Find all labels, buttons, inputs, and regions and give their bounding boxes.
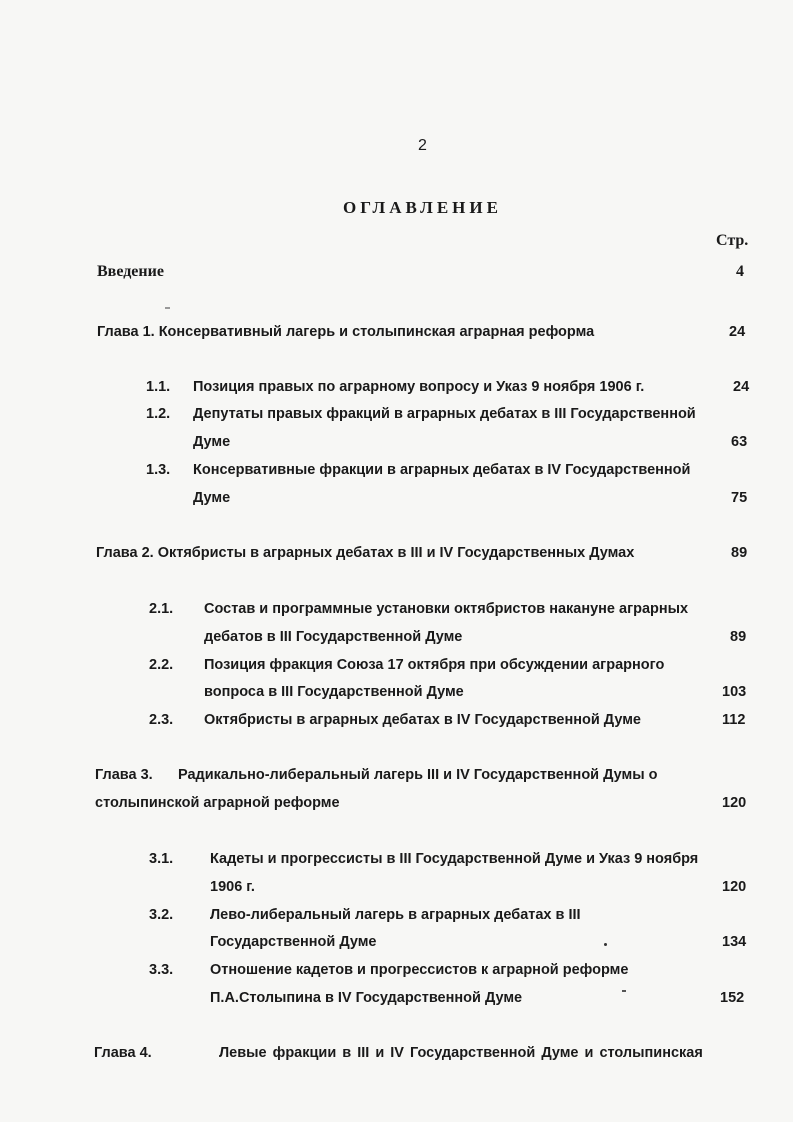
scan-speck [165, 307, 170, 309]
section-2-1-title-cont: дебатов в III Государственной Думе [204, 629, 463, 645]
chapter4-label: Глава 4. [94, 1045, 152, 1061]
chapter3-label: Глава 3. [95, 767, 153, 783]
section-3-2-number: 3.2. [149, 907, 174, 923]
scan-speck [622, 990, 626, 992]
page-column-label: Стр. [716, 232, 749, 249]
section-2-2-number: 2.2. [149, 657, 174, 673]
section-2-3-title: Октябристы в аграрных дебатах в IV Государственной Думе [204, 712, 641, 728]
intro-label: Введение [97, 263, 164, 280]
section-2-2-title: Позиция фракция Союза 17 октября при обсуждении аграрного [204, 657, 665, 673]
section-1-3-title: Консервативные фракции в аграрных дебатах в IV Государственной [193, 462, 691, 478]
section-1-2-page: 63 [731, 434, 748, 450]
section-3-3-title: Отношение кадетов и прогрессистов к аграрной реформе [210, 962, 629, 978]
section-2-3-page: 112 [722, 712, 746, 728]
section-3-3-title-cont: П.А.Столыпина в IV Государственной Думе [210, 990, 523, 1006]
chapter1-page: 24 [729, 324, 746, 340]
section-2-2-title-cont: вопроса в III Государственной Думе [204, 684, 464, 700]
section-3-3-number: 3.3. [149, 962, 174, 978]
section-1-1-page: 24 [733, 379, 750, 395]
section-3-1-number: 3.1. [149, 851, 174, 867]
section-2-1-number: 2.1. [149, 601, 174, 617]
section-3-2-title: Лево-либеральный лагерь в аграрных дебатах в III [210, 907, 581, 923]
chapter3-page: 120 [722, 795, 747, 811]
section-2-1-page: 89 [730, 629, 747, 645]
section-1-1-number: 1.1. [146, 379, 171, 395]
section-1-2-title: Депутаты правых фракций в аграрных дебатах в III Государственной [193, 406, 696, 422]
page-title: ОГЛАВЛЕНИЕ [343, 198, 502, 217]
section-1-3-number: 1.3. [146, 462, 171, 478]
chapter4-title: Левые фракции в III и IV Государственной Думе и столыпинская [219, 1045, 703, 1061]
section-1-3-page: 75 [731, 490, 748, 506]
section-3-3-page: 152 [720, 990, 745, 1006]
intro-page: 4 [736, 263, 744, 280]
page-number: 2 [418, 137, 427, 154]
chapter3-title: Радикально-либеральный лагерь III и IV Государственной Думы о [178, 767, 658, 783]
section-1-2-title-cont: Думе [193, 434, 231, 450]
section-3-2-title-cont: Государственной Думе [210, 934, 377, 950]
section-3-1-title: Кадеты и прогрессисты в III Государственной Думе и Указ 9 ноября [210, 851, 699, 867]
chapter1-title: Глава 1. Консервативный лагерь и столыпинская аграрная реформа [97, 324, 595, 340]
section-1-1-title: Позиция правых по аграрному вопросу и Указ 9 ноября 1906 г. [193, 379, 645, 395]
chapter2-title: Глава 2. Октябристы в аграрных дебатах в III и IV Государственных Думах [96, 545, 635, 561]
section-2-1-title: Состав и программные установки октябристов накануне аграрных [204, 601, 689, 617]
chapter2-page: 89 [731, 545, 748, 561]
section-3-1-title-cont: 1906 г. [210, 879, 255, 895]
section-3-1-page: 120 [722, 879, 747, 895]
chapter3-title-cont: столыпинской аграрной реформе [95, 795, 340, 811]
section-3-2-page: 134 [722, 934, 747, 950]
section-2-2-page: 103 [722, 684, 747, 700]
section-2-3-number: 2.3. [149, 712, 174, 728]
section-1-2-number: 1.2. [146, 406, 171, 422]
section-1-3-title-cont: Думе [193, 490, 231, 506]
scan-speck [604, 943, 607, 946]
